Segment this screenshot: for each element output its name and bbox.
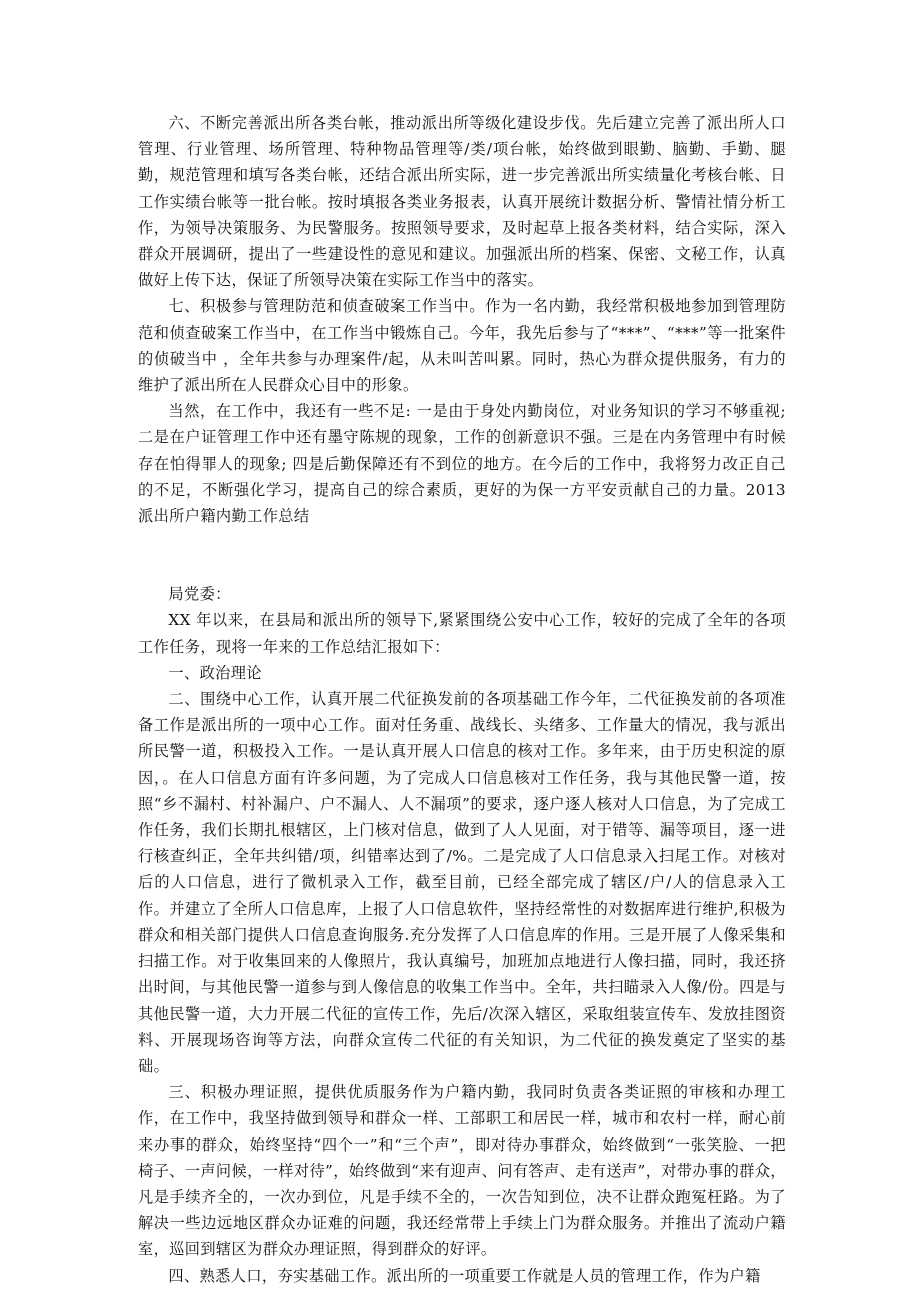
- paragraph-id-card-work: 二、围绕中心工作，认真开展二代征换发前的各项基础工作今年，二代征换发前的各项准备工作是派出所的一项中心工作。面对任务重、战线长、头绪多、工作量大的情况，我与派出所民警一道，积极投入工作。一是认真开展人口信息的核对工作。多年来，由于历史积淀的原因，。在人口信息方面有许多问题，为了完成人口信息核对工作任务，我与其他民警一道，按照“乡不漏村、村补漏户、户不漏人、人不漏项”的要求，逐户逐人核对人口信息，为了完成工作任务，我们长期扎根辖区，上门核对信息，做到了人人见面，对于错等、漏等项目，逐一进行核查纠正，全年共纠错/项，纠错率达到了/%。二是完成了人口信息录入扫尾工作。对核对后的人口信息，进行了微机录入工作，截至目前，已经全部完成了辖区/户/人的信息录入工作。并建立了全所人口信息库，上报了人口信息软件，坚持经常性的对数据库进行维护,积极为群众和相关部门提供人口信息查询服务.充分发挥了人口信息库的作用。三是开展了人像采集和扫描工作。对于收集回来的人像照片，我认真编号，加班加点地进行人像扫描，同时，我还挤出时间，与其他民警一道参与到人像信息的收集工作当中。全年，共扫瞄录入人像/份。四是与其他民警一道，大力开展二代征的宣传工作，先后/次深入辖区，采取组装宣传车、发放挂图资料、开展现场咨询等方法，向群众宣传二代征的有关知识，为二代征的换发奠定了坚实的基础。: [138, 690, 786, 1075]
- heading-political-theory: 一、政治理论: [168, 663, 262, 682]
- paragraph-certificates: 三、积极办理证照，提供优质服务作为户籍内勤，我同时负责各类证照的审核和办理工作，在工作中，我坚持做到领导和群众一样、工部职工和居民一样，城市和农村一样，耐心前来办事的群众，始终坚持“四个一”和“三个声”，即对待办事群众，始终做到“一张笑脸、一把椅子、一声问候，一样对待”，始终做到“来有迎声、问有答声、走有送声”，对带办事的群众，凡是手续齐全的，一次办到位，凡是手续不全的，一次告知到位，决不让群众跑冤枉路。为了解决一些边远地区群众办证难的问题，我还经常带上手续上门为群众服务。并推出了流动户籍室，巡回到辖区为群众办理证照，得到群众的好评。: [138, 1083, 786, 1259]
- document-page: [138, 110, 786, 1289]
- paragraph-case-work: 七、积极参与管理防范和侦查破案工作当中。作为一名内勤，我经常积极地参加到管理防范和侦查破案工作当中，在工作当中锻炼自己。今年，我先后参与了“***”、“***”等一批案件的侦破当中 ，全年共参与办理案件/起，从未叫苦叫累。同时，热心为群众提供服务，有力的维护了派出所在人民群众心目中的形象。: [138, 297, 786, 395]
- paragraph-ledgers: 六、不断完善派出所各类台帐，推动派出所等级化建设步伐。先后建立完善了派出所人口管理、行业管理、场所管理、特种物品管理等/类/项台帐，始终做到眼勤、脑勤、手勤、腿勤，规范管理和填写各类台帐，还结合派出所实际，进一步完善派出所实绩量化考核台帐、日工作实绩台帐等一批台帐。按时填报各类业务报表，认真开展统计数据分析、警情社情分析工作，为领导决策服务、为民警服务。按照领导要求，及时起草上报各类材料，结合实际，深入群众开展调研，提出了一些建设性的意见和建议。加强派出所的档案、保密、文秘工作，认真做好上传下达，保证了所领导决策在实际工作当中的落实。: [138, 114, 786, 290]
- paragraph-salutation: 局党委：: [168, 585, 231, 604]
- section-gap: [138, 529, 786, 581]
- paragraph-population: 四、熟悉人口，夯实基础工作。派出所的一项重要工作就是人员的管理工作，作为户籍: [168, 1266, 761, 1285]
- paragraph-intro: XX 年以来，在县局和派出所的领导下,紧紧围绕公安中心工作，较好的完成了全年的各项工作任务，现将一年来的工作总结汇报如下：: [138, 611, 786, 656]
- paragraph-shortcomings: 当然，在工作中，我还有一些不足: 一是由于身处内勤岗位，对业务知识的学习不够重视; 二是在户证管理工作中还有墨守陈规的现象，工作的创新意识不强。三是在内务管理中有时候存在怕得罪人的现象; 四是后勤保障还有不到位的地方。在今后的工作中，我将努力改正自己的不足，不断强化学习，提高自己的综合素质，更好的为保一方平安贡献自己的力量。2013 派出所户籍内勤工作总结: [138, 402, 786, 526]
